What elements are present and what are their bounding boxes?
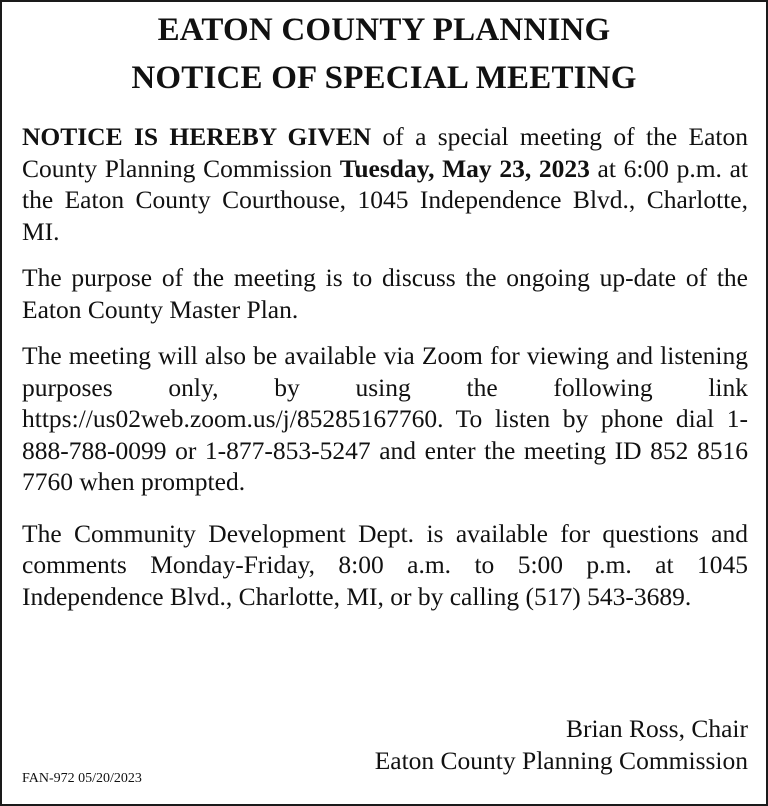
title-line-2: NOTICE OF SPECIAL MEETING — [131, 60, 637, 96]
meeting-date: Tuesday, May 23, 2023 — [339, 153, 590, 183]
signature-name: Brian Ross, Chair — [565, 714, 748, 743]
announcement-text-b: at 6:00 p.m. at the Eaton County Courthouse, 1045 Independence Blvd., Charlotte, MI. — [22, 153, 748, 246]
paragraph-zoom-info: The meeting will also be available via Zoom for viewing and listening purposes only, by using the following link https://us02web.zoom.us/j/85285167760. To listen by phone dial 1-888-788-0099 or 1-877-853-5247 and enter the meeting ID 852 8516 7760 when prompted. — [22, 341, 748, 496]
signature-organization: Eaton County Planning Commission — [374, 745, 748, 775]
signature-block — [375, 713, 748, 776]
paragraph-contact-info: The Community Development Dept. is available for questions and comments Monday-Friday, 8:00 a.m. to 5:00 p.m. at 1045 Independence Blvd., Charlotte, MI, or by calling (517) 543-3689. — [22, 518, 748, 611]
announcement-text-a: of a special meeting of the Eaton County Planning Commission — [22, 122, 748, 183]
title-line-1: EATON COUNTY PLANNING — [157, 12, 611, 48]
footer-reference: FAN-972 05/20/2023 — [22, 771, 142, 786]
paragraph-purpose: The purpose of the meeting is to discuss the ongoing up-date of the Eaton County Master Plan. — [22, 263, 748, 324]
notice-body — [2, 121, 766, 612]
paragraph-meeting-announcement — [22, 121, 748, 247]
notice-title — [2, 6, 766, 102]
notice-given-lead: NOTICE IS HEREBY GIVEN — [22, 122, 372, 151]
